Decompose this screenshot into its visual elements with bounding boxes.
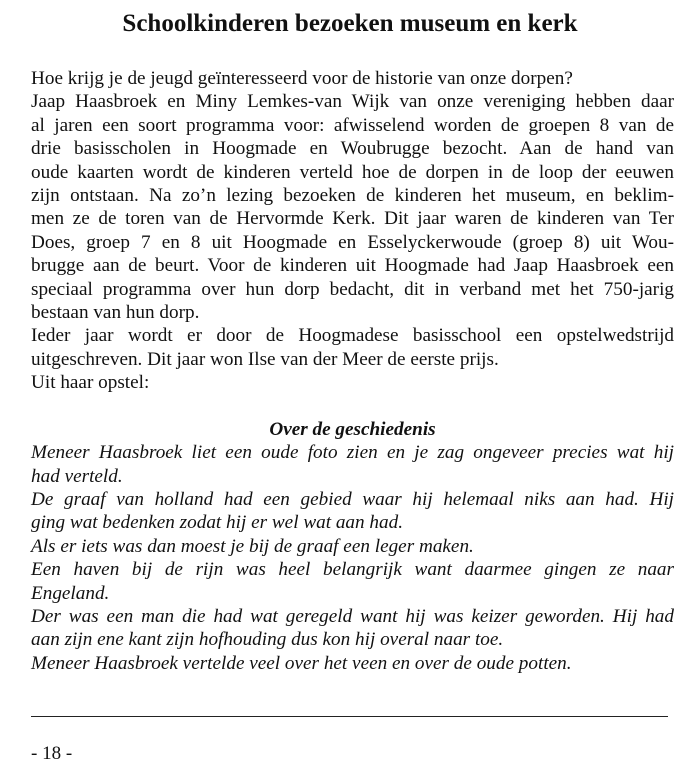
essay-line: ging wat bedenken zodat hij er wel wat aan had. (31, 512, 403, 534)
intro-line: speciaal programma over hun dorp bedacht, dit in verband met het 750-jarig (31, 278, 674, 300)
intro-line: Uit haar opstel: (31, 372, 150, 394)
intro-line: bestaan van hun dorp. (31, 301, 200, 323)
intro-line: brugge aan de beurt. Voor de kinderen uit Hoogmade had Jaap Haasbroek een (31, 255, 674, 277)
essay-line: Als er iets was dan moest je bij de graaf een leger maken. (31, 535, 474, 557)
intro-line: Does, groep 7 en 8 uit Hoogmade en Esselyckerwoude (groep 8) uit Wou- (31, 231, 674, 253)
intro-line: uitgeschreven. Dit jaar won Ilse van der Meer de eerste prijs. (31, 348, 499, 370)
intro-line: Jaap Haasbroek en Miny Lemkes-van Wijk van onze vereniging hebben daar (31, 91, 674, 113)
page-title: Schoolkinderen bezoeken museum en kerk (122, 10, 578, 37)
intro-line: men ze de toren van de Hervormde Kerk. Dit jaar waren de kinderen van Ter (31, 208, 674, 230)
page-number: - 18 - (31, 743, 73, 764)
essay-line: Meneer Haasbroek vertelde veel over het veen en over de oude potten. (31, 652, 572, 674)
essay-title: Over de geschiedenis (269, 418, 436, 440)
intro-line: Hoe krijg je de jeugd geïnteresseerd voor de historie van onze dorpen? (31, 68, 573, 89)
essay-line: Een haven bij de rijn was heel belangrijk want daarmee gingen ze naar (31, 559, 674, 581)
intro-line: al jaren een soort programma voor: afwisselend worden de groepen 8 van de (31, 114, 674, 136)
essay-line: Engeland. (31, 582, 110, 604)
essay-line: Meneer Haasbroek liet een oude foto zien en je zag ongeveer precies wat hij (31, 442, 674, 464)
paragraph-gap (31, 394, 674, 417)
intro-line: Ieder jaar wordt er door de Hoogmadese basisschool een opstelwedstrijd (31, 325, 674, 347)
article-body (31, 67, 674, 675)
essay-line: aan zijn ene kant zijn hofhouding dus kon hij overal naar toe. (31, 629, 504, 651)
essay-line: De graaf van holland had een gebied waar hij helemaal niks aan had. Hij (31, 489, 674, 511)
essay-line: had verteld. (31, 465, 123, 487)
essay-line: Der was een man die had wat geregeld want hij was keizer geworden. Hij had (31, 605, 674, 627)
footer-divider (31, 716, 668, 717)
intro-line: oude kaarten wordt de kinderen verteld hoe de dorpen in de loop der eeuwen (31, 161, 674, 183)
intro-line: zijn ontstaan. Na zo’n lezing bezoeken de kinderen het museum, en beklim- (31, 184, 674, 206)
intro-line: drie basisscholen in Hoogmade en Woubrugge bezocht. Aan de hand van (31, 138, 674, 160)
